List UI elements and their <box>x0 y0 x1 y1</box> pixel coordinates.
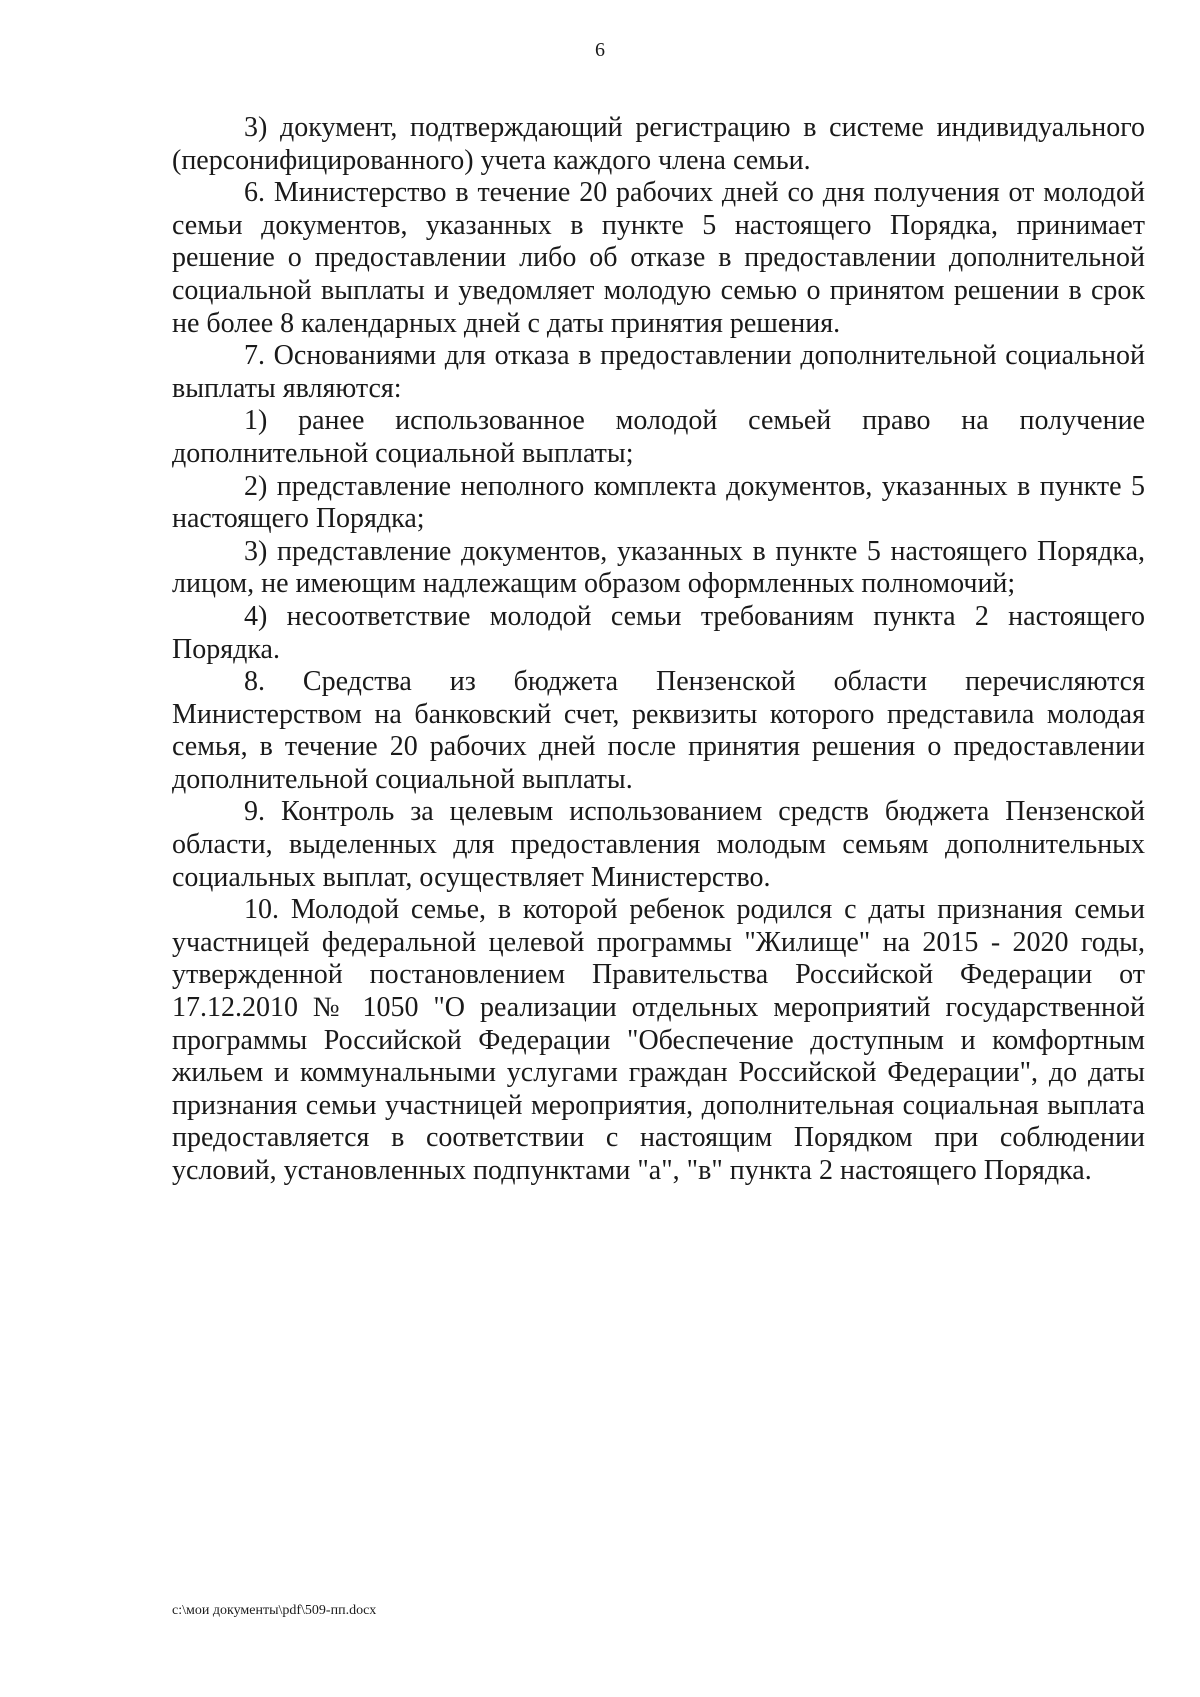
paragraph-clause-9: 9. Контроль за целевым использованием средств бюджета Пензенской области, выделенных для предоставления молодым семьям дополнительных социальных выплат, осуществляет Министерство. <box>172 796 1145 893</box>
paragraph-clause-10: 10. Молодой семье, в которой ребенок родился с даты признания семьи участницей федеральной целевой программы "Жилище" на 2015 - 2020 годы, утвержденной постановлением Правительства Российской Федерации от 17.12.2010 № 1050 "О реализации отдельных мероприятий государственной программы Российской Федерации "Обеспечение доступным и комфортным жильем и коммунальными услугами граждан Российской Федерации", до даты признания семьи участницей мероприятия, дополнительная социальная выплата предоставляется в соответствии с настоящим Порядком при соблюдении условий, установленных подпунктами "а", "в" пункта 2 настоящего Порядка. <box>172 894 1145 1186</box>
footer-file-path: c:\мои документы\pdf\509-пп.docx <box>172 1603 377 1618</box>
paragraph-item-3: 3) документ, подтверждающий регистрацию в системе индивидуального (персонифицированного) учета каждого члена семьи. <box>172 112 1145 176</box>
paragraph-refusal-ground-4: 4) несоответствие молодой семьи требованиям пункта 2 настоящего Порядка. <box>172 600 1145 665</box>
paragraph-clause-6: 6. Министерство в течение 20 рабочих дней со дня получения от молодой семьи документов, указанных в пункте 5 настоящего Порядка, принимает решение о предоставлении либо об отказе в предоставлении дополнительной социальной выплаты и уведомляет молодую семью о принятом решении в срок не более 8 календарных дней с даты принятия решения. <box>172 177 1145 339</box>
paragraph-clause-7: 7. Основаниями для отказа в предоставлении дополнительной социальной выплаты являются: <box>172 340 1145 404</box>
paragraph-refusal-ground-1: 1) ранее использованное молодой семьей право на получение дополнительной социальной выплаты; <box>172 405 1145 469</box>
paragraph-refusal-ground-2: 2) представление неполного комплекта документов, указанных в пункте 5 настоящего Порядка; <box>172 470 1145 535</box>
paragraph-refusal-ground-3: 3) представление документов, указанных в пункте 5 настоящего Порядка, лицом, не имеющим надлежащим образом оформленных полномочий; <box>172 535 1145 600</box>
paragraph-clause-8: 8. Средства из бюджета Пензенской области перечисляются Министерством на банковский счет, реквизиты которого представила молодая семья, в течение 20 рабочих дней после принятия решения о предоставлении дополнительной социальной выплаты. <box>172 666 1145 795</box>
page-number: 6 <box>595 39 605 61</box>
document-body <box>172 112 1145 1188</box>
